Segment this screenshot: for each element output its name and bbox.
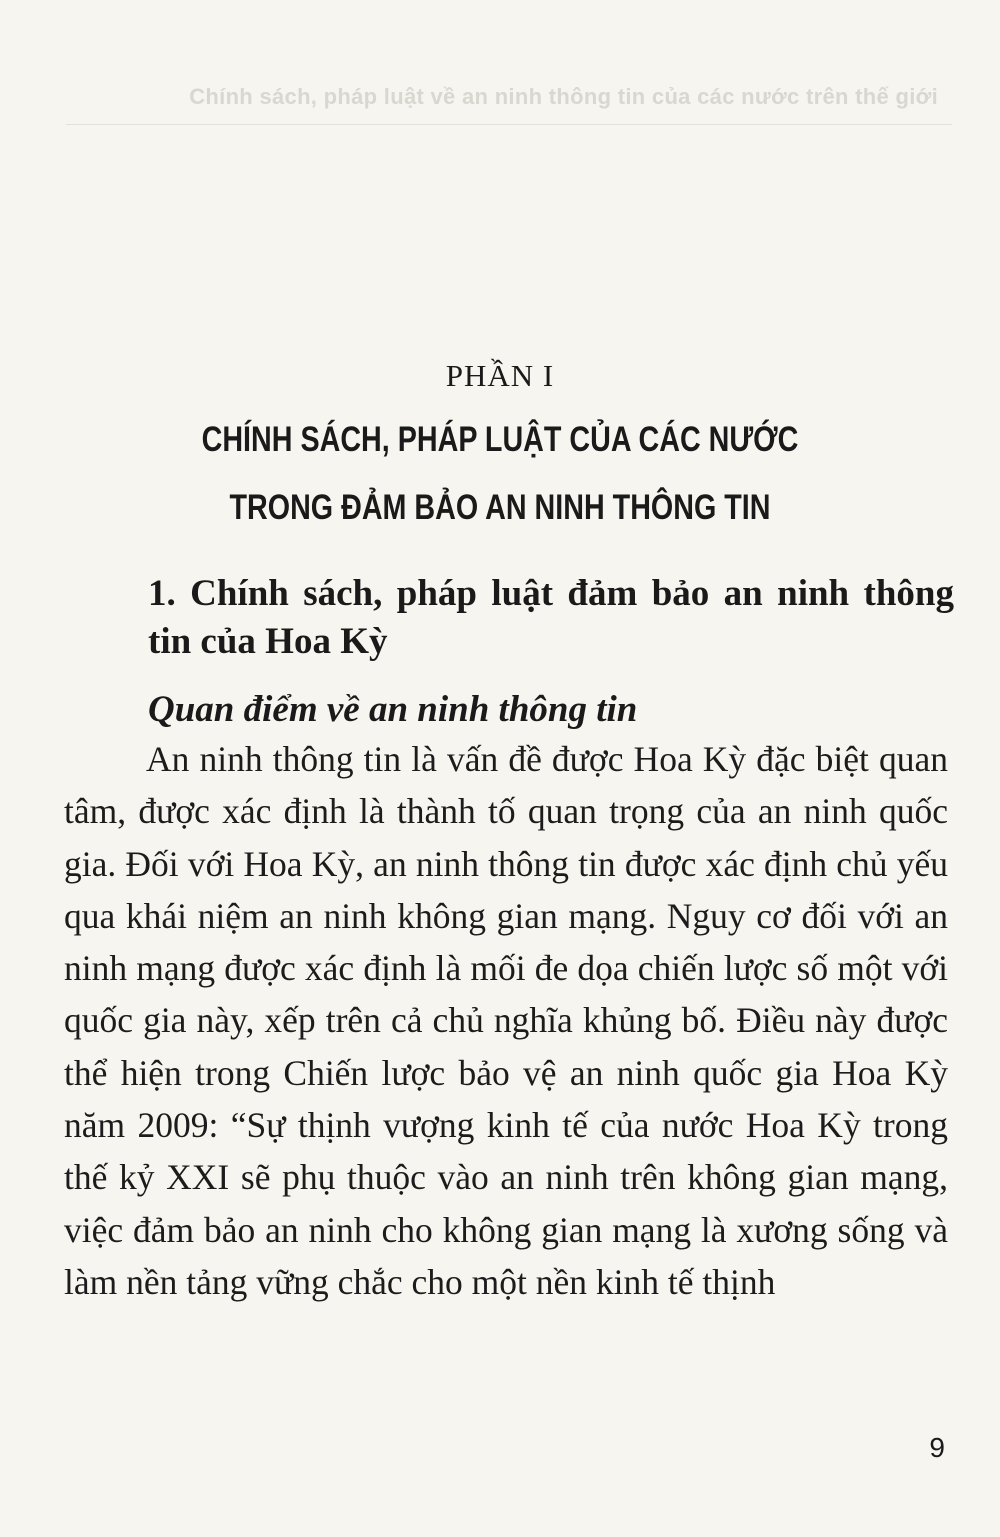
page-number: 9 <box>929 1432 945 1463</box>
section-subheading: Quan điểm về an ninh thông tin <box>148 689 638 730</box>
header-rule <box>66 124 952 125</box>
section-heading: 1. Chính sách, pháp luật đảm bảo an ninh thông tin của Hoa Kỳ <box>148 573 954 662</box>
body-paragraph: An ninh thông tin là vấn đề được Hoa Kỳ đặc biệt quan tâm, được xác định là thành tố quan trọng của an ninh quốc gia. Đối với Hoa Kỳ, an ninh thông tin được xác định chủ yếu qua khái niệm an ninh không gian mạng. Nguy cơ đối với an ninh mạng được xác định là mối đe dọa chiến lược số một với quốc gia này, xếp trên cả chủ nghĩa khủng bố. Điều này được thể hiện trong Chiến lược bảo vệ an ninh quốc gia Hoa Kỳ năm 2009: “Sự thịnh vượng kinh tế của nước Hoa Kỳ trong thế kỷ XXI sẽ phụ thuộc vào an ninh trên không gian mạng, việc đảm bảo an ninh cho không gian mạng là xương sống và làm nền tảng vững chắc cho một nền kinh tế thịnh <box>64 739 948 1302</box>
part-title-line-1: CHÍNH SÁCH, PHÁP LUẬT CỦA CÁC NƯỚC <box>201 420 799 459</box>
part-title-line-2: TRONG ĐẢM BẢO AN NINH THÔNG TIN <box>229 488 771 527</box>
running-header: Chính sách, pháp luật về an ninh thông tin của các nước trên thế giới <box>189 84 938 109</box>
part-label: PHẦN I <box>445 358 555 393</box>
